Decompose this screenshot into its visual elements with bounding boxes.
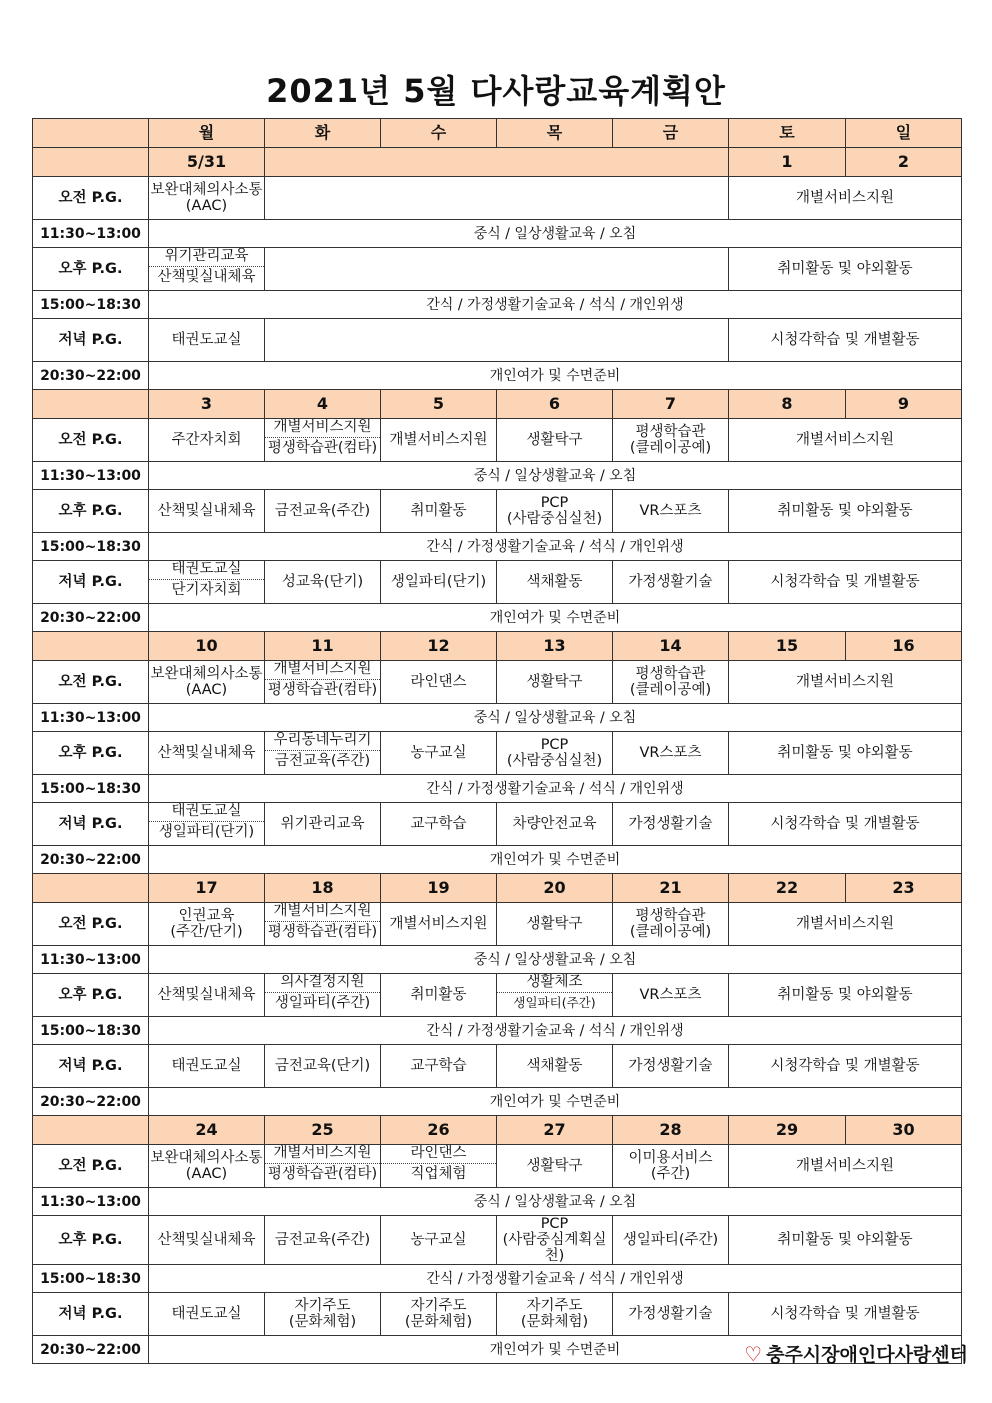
- program-cell: 보완대체의사소통 (AAC): [149, 661, 265, 704]
- day-sat: 토: [729, 119, 846, 148]
- date-cell: 20: [497, 874, 613, 903]
- common-routine: 간식 / 가정생활기술교육 / 석식 / 개인위생: [149, 775, 962, 803]
- weekday-header-row: [33, 119, 962, 148]
- program-cell: PCP (사람중심계획실천): [497, 1216, 613, 1265]
- row-label-afternoon: 오후 P.G.: [33, 974, 149, 1017]
- program-cell: 개별서비스지원: [729, 903, 962, 946]
- row-label-morning: 오전 P.G.: [33, 661, 149, 704]
- week4-afternoon-row: [33, 974, 962, 1017]
- row-label-afternoon: 오후 P.G.: [33, 248, 149, 291]
- program-cell: VR스포츠: [613, 490, 729, 533]
- program-cell: 태권도교실: [149, 1293, 265, 1336]
- week2-morning-row: [33, 419, 962, 462]
- program-cell: 시청각학습 및 개별활동: [729, 561, 962, 604]
- common-routine: 중식 / 일상생활교육 / 오침: [149, 704, 962, 732]
- program-cell: 생활탁구: [497, 903, 613, 946]
- common-routine: 간식 / 가정생활기술교육 / 석식 / 개인위생: [149, 533, 962, 561]
- program-cell: 가정생활기술: [613, 1293, 729, 1336]
- week5-date-row: [33, 1116, 962, 1145]
- program-cell: 자기주도 (문화체험): [381, 1293, 497, 1336]
- week5-morning-row: [33, 1145, 962, 1188]
- program-cell: 산책및실내체육: [149, 732, 265, 775]
- center-name: 충주시장애인다사랑센터: [766, 1344, 968, 1366]
- date-cell: 4: [265, 390, 381, 419]
- time-label: 15:00~18:30: [33, 1017, 149, 1045]
- week2-lunch-row: [33, 462, 962, 490]
- date-cell: 7: [613, 390, 729, 419]
- time-label: 15:00~18:30: [33, 533, 149, 561]
- program-cell: 농구교실: [381, 732, 497, 775]
- program-cell: PCP (사람중심실천): [497, 732, 613, 775]
- common-routine: 개인여가 및 수면준비: [149, 1336, 962, 1364]
- time-label: 11:30~13:00: [33, 462, 149, 490]
- date-cell: 30: [846, 1116, 962, 1145]
- program-cell: VR스포츠: [613, 974, 729, 1017]
- week4-dinner-row: [33, 1017, 962, 1045]
- program-cell: 라인댄스: [381, 661, 497, 704]
- date-cell: 25: [265, 1116, 381, 1145]
- program-cell: 개별서비스지원 평생학습관(컴타): [265, 1145, 381, 1188]
- common-routine: 중식 / 일상생활교육 / 오침: [149, 220, 962, 248]
- week1-dinner-row: [33, 291, 962, 319]
- time-label: 20:30~22:00: [33, 362, 149, 390]
- common-routine: 개인여가 및 수면준비: [149, 362, 962, 390]
- time-label: 15:00~18:30: [33, 775, 149, 803]
- program-cell: 개별서비스지원: [729, 419, 962, 462]
- program-cell: 농구교실: [381, 1216, 497, 1265]
- program-cell: 가정생활기술: [613, 1045, 729, 1088]
- program-cell: 태권도교실 생일파티(단기): [149, 803, 265, 846]
- program-cell: 교구학습: [381, 1045, 497, 1088]
- common-routine: 간식 / 가정생활기술교육 / 석식 / 개인위생: [149, 291, 962, 319]
- week1-morning-row: [33, 177, 962, 220]
- program-cell: 위기관리교육 산책및실내체육: [149, 248, 265, 291]
- program-cell: 취미활동 및 야외활동: [729, 974, 962, 1017]
- row-label-morning: 오전 P.G.: [33, 903, 149, 946]
- program-cell: 가정생활기술: [613, 561, 729, 604]
- page-title: 2021년 5월 다사랑교육계획안: [266, 72, 726, 110]
- program-cell: 라인댄스 직업체험: [381, 1145, 497, 1188]
- program-cell: 취미활동: [381, 974, 497, 1017]
- date-cell: 14: [613, 632, 729, 661]
- row-label-evening: 저녁 P.G.: [33, 561, 149, 604]
- program-cell: 평생학습관 (클레이공예): [613, 661, 729, 704]
- date-cell: 23: [846, 874, 962, 903]
- week1-night-row: [33, 362, 962, 390]
- time-label: 11:30~13:00: [33, 704, 149, 732]
- time-label: 15:00~18:30: [33, 291, 149, 319]
- date-cell: 3: [149, 390, 265, 419]
- week3-morning-row: [33, 661, 962, 704]
- row-label-morning: 오전 P.G.: [33, 177, 149, 220]
- date-cell: 27: [497, 1116, 613, 1145]
- program-cell: 우리동네누리기 금전교육(주간): [265, 732, 381, 775]
- week1-date-row: [33, 148, 962, 177]
- week4-night-row: [33, 1088, 962, 1116]
- program-cell: 성교육(단기): [265, 561, 381, 604]
- date-cell: 24: [149, 1116, 265, 1145]
- program-cell: 보완대체의사소통 (AAC): [149, 177, 265, 220]
- date-cell: 5/31: [149, 148, 265, 177]
- week3-date-row: [33, 632, 962, 661]
- time-label: 15:00~18:30: [33, 1265, 149, 1293]
- program-cell: 색채활동: [497, 561, 613, 604]
- program-cell: 시청각학습 및 개별활동: [729, 1045, 962, 1088]
- program-cell: 시청각학습 및 개별활동: [729, 803, 962, 846]
- row-label-evening: 저녁 P.G.: [33, 803, 149, 846]
- program-cell: 개별서비스지원: [729, 1145, 962, 1188]
- program-cell: 생활탁구: [497, 661, 613, 704]
- corner-cell: [33, 119, 149, 148]
- program-cell: 생활탁구: [497, 1145, 613, 1188]
- date-cell: 17: [149, 874, 265, 903]
- program-cell: 금전교육(주간): [265, 1216, 381, 1265]
- day-tue: 화: [265, 119, 381, 148]
- week3-dinner-row: [33, 775, 962, 803]
- week2-evening-row: [33, 561, 962, 604]
- week2-afternoon-row: [33, 490, 962, 533]
- date-cell: 21: [613, 874, 729, 903]
- week2-night-row: [33, 604, 962, 632]
- date-cell: 10: [149, 632, 265, 661]
- program-cell: 개별서비스지원: [729, 177, 962, 220]
- program-cell: 금전교육(단기): [265, 1045, 381, 1088]
- program-cell: 의사결정지원 생일파티(주간): [265, 974, 381, 1017]
- date-cell: 16: [846, 632, 962, 661]
- program-cell: 산책및실내체육: [149, 974, 265, 1017]
- program-cell: 산책및실내체육: [149, 1216, 265, 1265]
- date-cell: 22: [729, 874, 846, 903]
- program-cell: 위기관리교육: [265, 803, 381, 846]
- date-cell: 2: [846, 148, 962, 177]
- week3-lunch-row: [33, 704, 962, 732]
- row-label-morning: 오전 P.G.: [33, 419, 149, 462]
- program-cell: 취미활동 및 야외활동: [729, 490, 962, 533]
- date-cell: 6: [497, 390, 613, 419]
- common-routine: 개인여가 및 수면준비: [149, 846, 962, 874]
- date-cell: 28: [613, 1116, 729, 1145]
- common-routine: 중식 / 일상생활교육 / 오침: [149, 462, 962, 490]
- row-label-evening: 저녁 P.G.: [33, 1293, 149, 1336]
- week3-evening-row: [33, 803, 962, 846]
- program-cell: 태권도교실 단기자치회: [149, 561, 265, 604]
- program-cell: PCP (사람중심실천): [497, 490, 613, 533]
- common-routine: 개인여가 및 수면준비: [149, 1088, 962, 1116]
- program-cell: 태권도교실: [149, 1045, 265, 1088]
- program-cell: 취미활동 및 야외활동: [729, 732, 962, 775]
- program-cell: 개별서비스지원 평생학습관(컴타): [265, 419, 381, 462]
- date-cell: 26: [381, 1116, 497, 1145]
- program-cell: 자기주도 (문화체험): [265, 1293, 381, 1336]
- common-routine: 개인여가 및 수면준비: [149, 604, 962, 632]
- heart-logo-icon: ♡: [744, 1341, 763, 1366]
- row-label-afternoon: 오후 P.G.: [33, 1216, 149, 1265]
- week3-afternoon-row: [33, 732, 962, 775]
- date-cell: 12: [381, 632, 497, 661]
- program-cell: 산책및실내체육: [149, 490, 265, 533]
- date-cell: 1: [729, 148, 846, 177]
- program-cell: 교구학습: [381, 803, 497, 846]
- week2-date-row: [33, 390, 962, 419]
- date-cell: 29: [729, 1116, 846, 1145]
- date-cell: 19: [381, 874, 497, 903]
- time-label: 20:30~22:00: [33, 846, 149, 874]
- day-mon: 월: [149, 119, 265, 148]
- program-cell: 생일파티(주간): [613, 1216, 729, 1265]
- week4-morning-row: [33, 903, 962, 946]
- day-fri: 금: [613, 119, 729, 148]
- week1-evening-row: [33, 319, 962, 362]
- common-routine: 중식 / 일상생활교육 / 오침: [149, 1188, 962, 1216]
- program-cell: 개별서비스지원 평생학습관(컴타): [265, 903, 381, 946]
- program-cell: 개별서비스지원: [381, 419, 497, 462]
- date-cell: 15: [729, 632, 846, 661]
- date-cell: 5: [381, 390, 497, 419]
- program-cell: 이미용서비스 (주간): [613, 1145, 729, 1188]
- date-cell: 11: [265, 632, 381, 661]
- time-label: 11:30~13:00: [33, 220, 149, 248]
- program-cell: 태권도교실: [149, 319, 265, 362]
- program-cell: 개별서비스지원 평생학습관(컴타): [265, 661, 381, 704]
- program-cell: 차량안전교육: [497, 803, 613, 846]
- date-cell: 9: [846, 390, 962, 419]
- row-label-afternoon: 오후 P.G.: [33, 732, 149, 775]
- day-sun: 일: [846, 119, 962, 148]
- week1-afternoon-row: [33, 248, 962, 291]
- week4-date-row: [33, 874, 962, 903]
- program-cell: 취미활동 및 야외활동: [729, 248, 962, 291]
- week5-dinner-row: [33, 1265, 962, 1293]
- program-cell: 평생학습관 (클레이공예): [613, 419, 729, 462]
- week5-lunch-row: [33, 1188, 962, 1216]
- schedule-table: [32, 118, 962, 1364]
- program-cell: 자기주도 (문화체험): [497, 1293, 613, 1336]
- program-cell: 취미활동: [381, 490, 497, 533]
- program-cell: 주간자치회: [149, 419, 265, 462]
- program-cell: 생활체조 생일파티(주간): [497, 974, 613, 1017]
- week5-afternoon-row: [33, 1216, 962, 1265]
- common-routine: 간식 / 가정생활기술교육 / 석식 / 개인위생: [149, 1017, 962, 1045]
- program-cell: 취미활동 및 야외활동: [729, 1216, 962, 1265]
- common-routine: 간식 / 가정생활기술교육 / 석식 / 개인위생: [149, 1265, 962, 1293]
- program-cell: 색채활동: [497, 1045, 613, 1088]
- row-label-morning: 오전 P.G.: [33, 1145, 149, 1188]
- time-label: 20:30~22:00: [33, 604, 149, 632]
- center-signature: [744, 1340, 968, 1367]
- week3-night-row: [33, 846, 962, 874]
- row-label-afternoon: 오후 P.G.: [33, 490, 149, 533]
- week4-evening-row: [33, 1045, 962, 1088]
- common-routine: 중식 / 일상생활교육 / 오침: [149, 946, 962, 974]
- date-cell: 8: [729, 390, 846, 419]
- time-label: 11:30~13:00: [33, 946, 149, 974]
- program-cell: 금전교육(주간): [265, 490, 381, 533]
- program-cell: 가정생활기술: [613, 803, 729, 846]
- program-cell: 개별서비스지원: [381, 903, 497, 946]
- program-cell: 시청각학습 및 개별활동: [729, 1293, 962, 1336]
- program-cell: 생활탁구: [497, 419, 613, 462]
- week2-dinner-row: [33, 533, 962, 561]
- program-cell: 보완대체의사소통 (AAC): [149, 1145, 265, 1188]
- row-label-evening: 저녁 P.G.: [33, 319, 149, 362]
- program-cell: VR스포츠: [613, 732, 729, 775]
- week4-lunch-row: [33, 946, 962, 974]
- program-cell: 생일파티(단기): [381, 561, 497, 604]
- week1-lunch-row: [33, 220, 962, 248]
- day-wed: 수: [381, 119, 497, 148]
- program-cell: 개별서비스지원: [729, 661, 962, 704]
- week5-evening-row: [33, 1293, 962, 1336]
- day-thu: 목: [497, 119, 613, 148]
- program-cell: 평생학습관 (클레이공예): [613, 903, 729, 946]
- date-cell: 18: [265, 874, 381, 903]
- row-label-evening: 저녁 P.G.: [33, 1045, 149, 1088]
- time-label: 20:30~22:00: [33, 1088, 149, 1116]
- program-cell: 시청각학습 및 개별활동: [729, 319, 962, 362]
- time-label: 11:30~13:00: [33, 1188, 149, 1216]
- time-label: 20:30~22:00: [33, 1336, 149, 1364]
- date-cell: 13: [497, 632, 613, 661]
- program-cell: 인권교육 (주간/단기): [149, 903, 265, 946]
